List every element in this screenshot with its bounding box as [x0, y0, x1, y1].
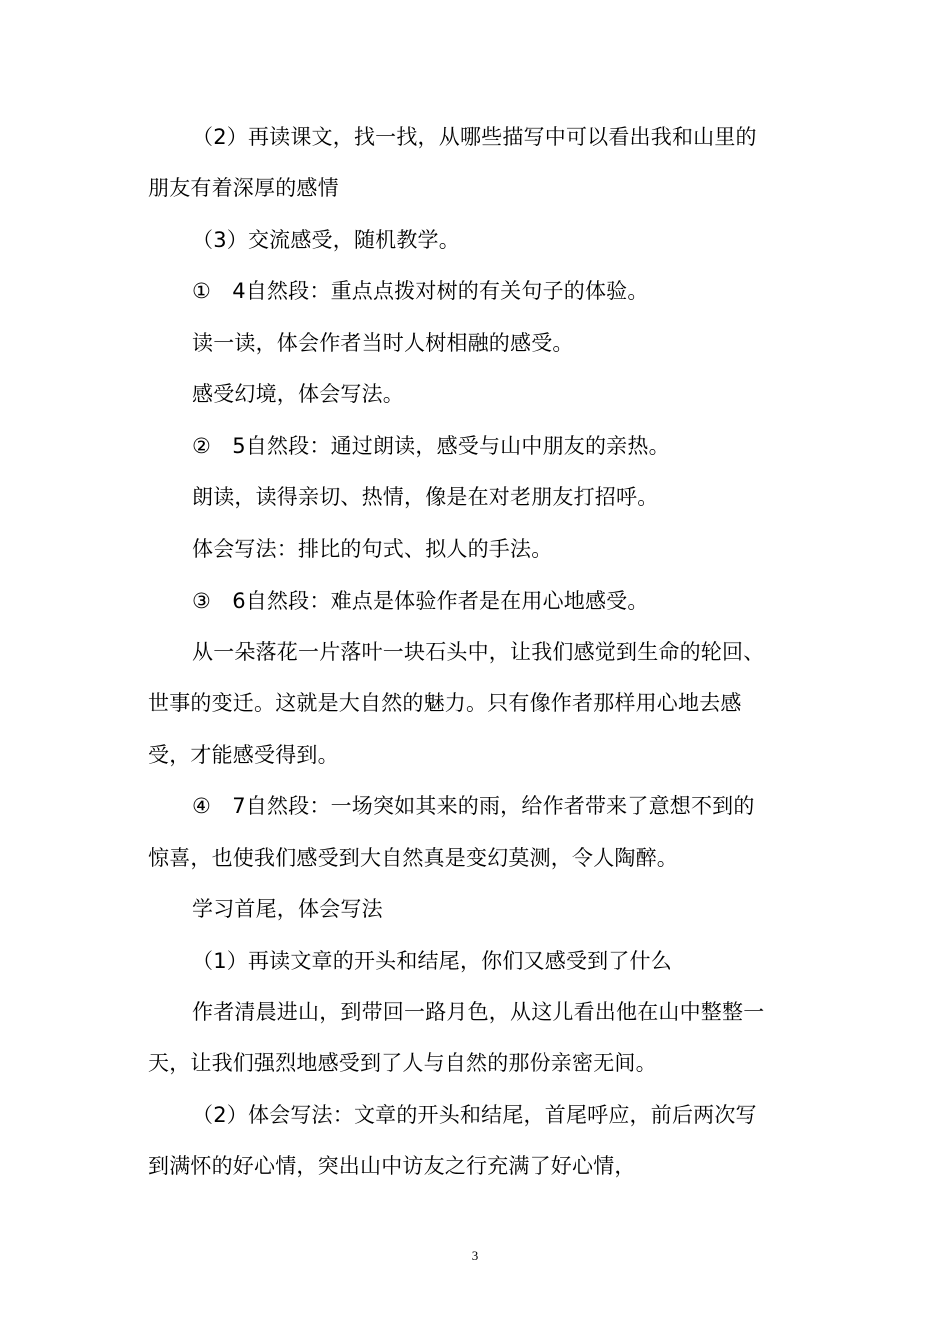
text-line: 惊喜，也使我们感受到大自然真是变幻莫测，令人陶醉。 — [148, 846, 678, 870]
text-line: 作者清晨进山，到带回一路月色，从这儿看出他在山中整整一 — [192, 1000, 765, 1024]
text-line: 朗读，读得亲切、热情，像是在对老朋友打招呼。 — [192, 485, 659, 509]
text-line: 受，才能感受得到。 — [148, 743, 339, 767]
text-line: 世事的变迁。这就是大自然的魅力。只有像作者那样用心地去感 — [148, 691, 742, 715]
text-line: 朋友有着深厚的感情 — [148, 176, 339, 200]
text-line: 到满怀的好心情，突出山中访友之行充满了好心情， — [148, 1154, 636, 1178]
text-line: （2）体会写法：文章的开头和结尾，首尾呼应，前后两次写 — [192, 1103, 757, 1127]
text-line: ② 5自然段：通过朗读，感受与山中朋友的亲热。 — [192, 434, 670, 458]
text-line: 从一朵落花一片落叶一块石头中，让我们感觉到生命的轮回、 — [192, 640, 765, 664]
page-number: 3 — [471, 1248, 479, 1263]
text-line: ① 4自然段：重点点拨对树的有关句子的体验。 — [192, 279, 649, 303]
text-line: ③ 6自然段：难点是体验作者是在用心地感受。 — [192, 589, 649, 613]
text-line: ④ 7自然段：一场突如其来的雨，给作者带来了意想不到的 — [192, 794, 755, 818]
text-line: 学习首尾，体会写法 — [192, 897, 383, 921]
text-line: 读一读，体会作者当时人树相融的感受。 — [192, 331, 574, 355]
text-line: 感受幻境，体会写法。 — [192, 382, 404, 406]
text-line: （1）再读文章的开头和结尾，你们又感受到了什么 — [192, 949, 672, 973]
text-line: （2）再读课文，找一找，从哪些描写中可以看出我和山里的 — [192, 125, 757, 149]
text-line: 体会写法：排比的句式、拟人的手法。 — [192, 537, 553, 561]
text-line: （3）交流感受，随机教学。 — [192, 228, 460, 252]
text-line: 天，让我们强烈地感受到了人与自然的那份亲密无间。 — [148, 1051, 657, 1075]
